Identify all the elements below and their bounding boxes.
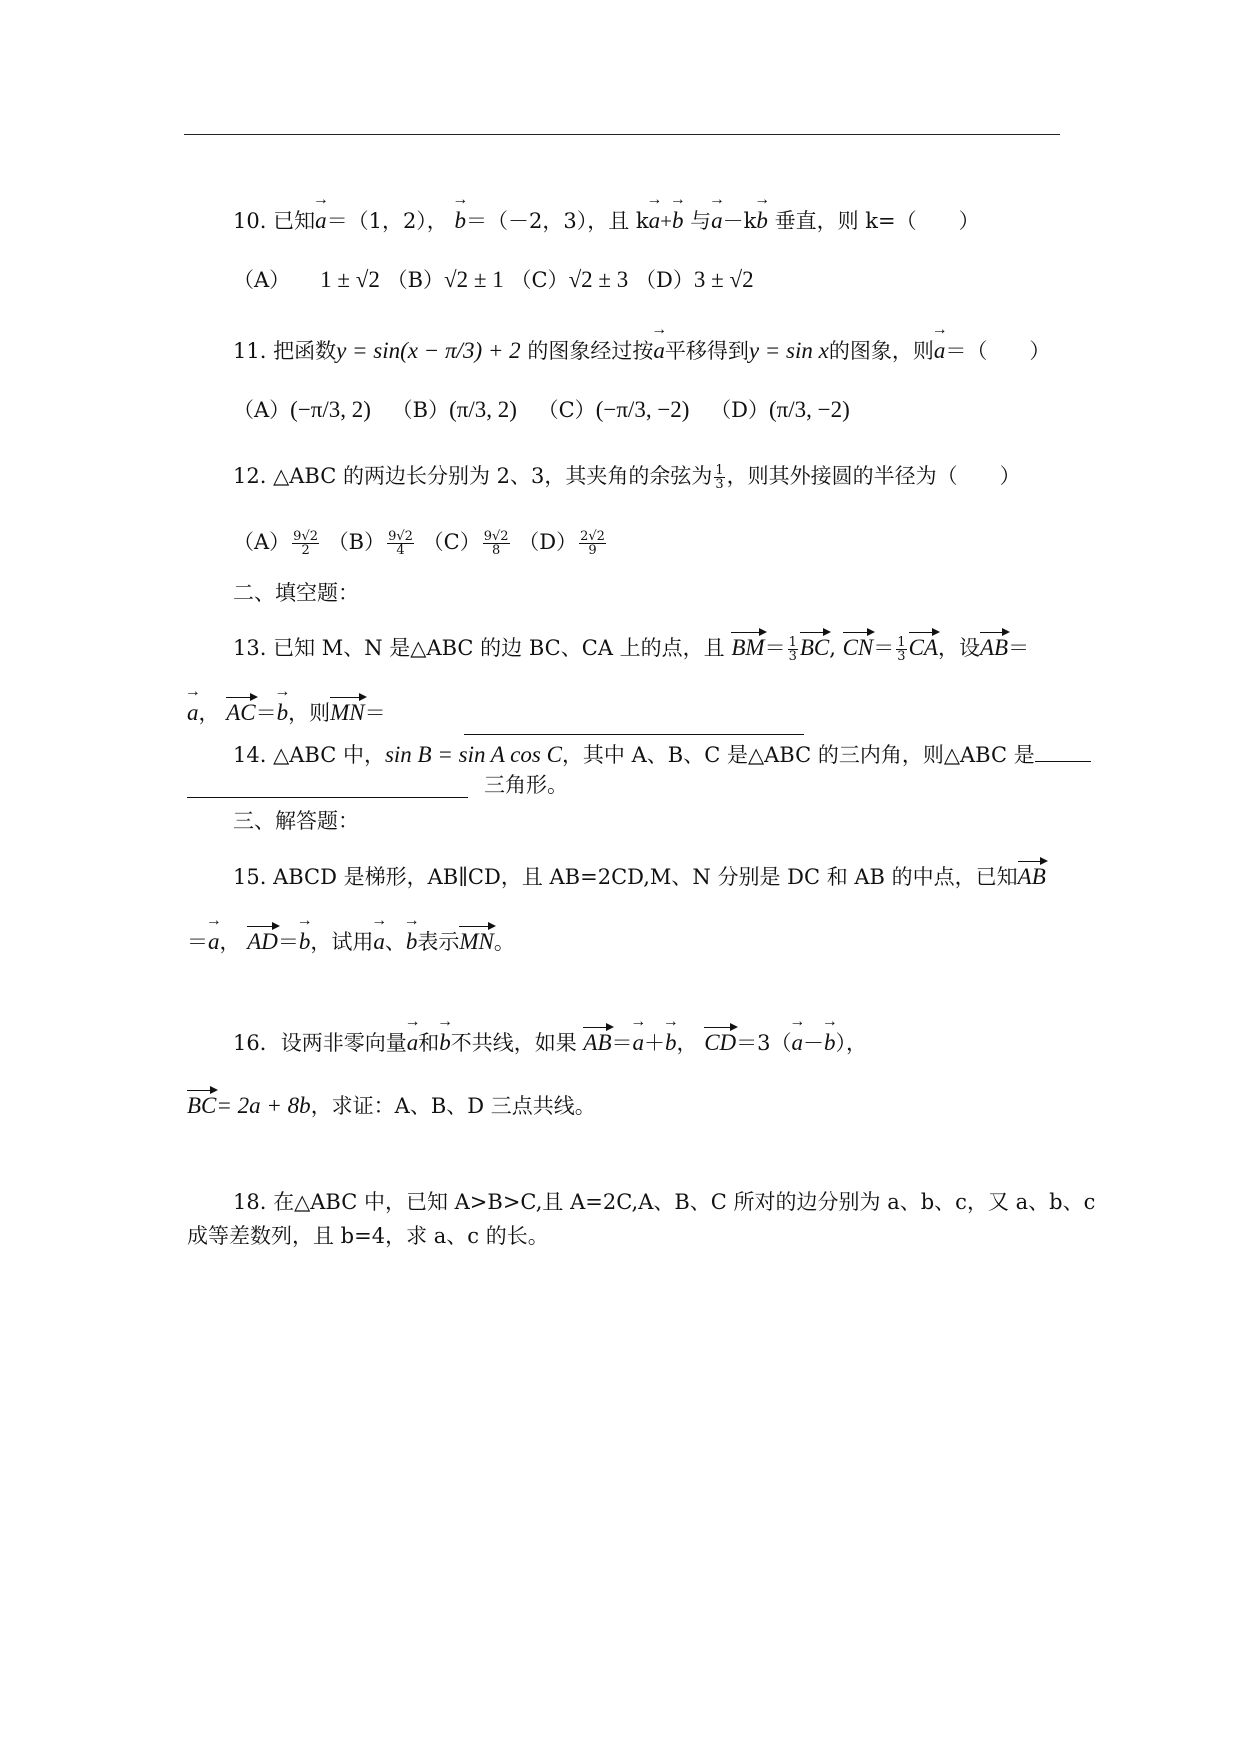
vector-b: → b xyxy=(672,207,684,235)
vector-a: → a xyxy=(934,337,946,365)
vector-b: → b xyxy=(824,1029,836,1057)
option-d-value: 3 ± √2 xyxy=(693,267,754,292)
vector-a: → a xyxy=(711,207,723,235)
option-c-value: √2 ± 3 xyxy=(568,267,629,292)
vector-ab: AB xyxy=(979,635,1009,660)
option-c-value: (−π/3, −2) xyxy=(595,397,690,422)
section-solve: 三、解答题： xyxy=(233,809,359,833)
vector-bc: BC xyxy=(187,1093,217,1118)
question-13-line2: → a， AC＝→ b，则MN＝ xyxy=(187,699,386,727)
question-13-stem: 13. 已知 M、N 是△ABC 的边 BC、CA 上的点，且 BM＝ $\frac{1}{3}$ BC, CN＝ $\frac{1}{3}$ CA，设AB＝ xyxy=(233,635,1030,664)
fraction-one-third: $\frac{1}{3}$ xyxy=(715,463,724,492)
vector-cd: CD xyxy=(704,1030,737,1055)
target-function: y = sin x xyxy=(748,338,829,363)
question-15-line2: ＝→ a， AD＝→ b，试用→ a、→ b表示MN。 xyxy=(187,928,515,956)
vector-a: → a xyxy=(649,207,661,235)
vector-a: → a xyxy=(633,1029,645,1057)
trig-equation: sin B = sin A cos C xyxy=(384,742,562,767)
vector-bc: BC xyxy=(799,635,830,660)
answer-blank-14-continued[interactable] xyxy=(187,797,468,798)
question-10-options: （A） 1 ± √2 （B）√2 ± 1 （C）√2 ± 3 （D）3 ± √2 xyxy=(233,267,754,292)
vector-a: → a xyxy=(407,1029,419,1057)
option-a-value: $\frac{9√2}{2}$ xyxy=(293,529,318,558)
vector-mn: MN xyxy=(459,929,494,954)
option-a-value: 1 ± √2 xyxy=(320,267,380,292)
vector-ab: AB xyxy=(1017,864,1046,889)
vector-ad: AD xyxy=(247,929,278,954)
question-11-stem: 11. 把函数y = sin(x − π/3) + 2 的图象经过按→ a平移得到y = sin x的图象，则→ a＝（ ） xyxy=(233,337,1050,365)
option-a-value: (−π/3, 2) xyxy=(290,397,371,422)
question-15-line1: 15. ABCD 是梯形，AB∥CD，且 AB=2CD,M、N 分别是 DC 和 AB 的中点，已知AB xyxy=(233,864,1046,889)
vector-a: → a xyxy=(187,699,199,727)
question-14-tail: 三角形。 xyxy=(484,773,568,797)
vector-a: → a xyxy=(373,928,385,956)
question-10-stem: 10. 已知→ a＝（1，2）， → b＝（－2，3），且 k→ a+→ b 与→ a－k→ b 垂直，则 k=（ ） xyxy=(233,207,980,235)
vector-b: → b xyxy=(277,699,289,727)
vector-ac: AC xyxy=(226,700,256,725)
vector-a: → a xyxy=(792,1029,804,1057)
option-d-value: (π/3, −2) xyxy=(768,397,850,422)
vector-bc-rhs: = 2a + 8b xyxy=(216,1093,311,1118)
vector-a: → a xyxy=(653,337,665,365)
vector-cn: CN xyxy=(842,635,874,660)
option-b-value: √2 ± 1 xyxy=(444,267,504,292)
vector-a: → a xyxy=(315,207,327,235)
question-18-line2: 成等差数列，且 b=4，求 a、c 的长。 xyxy=(187,1224,549,1248)
section-fill-in: 二、填空题： xyxy=(233,581,359,605)
vector-ca: CA xyxy=(908,635,938,660)
vector-mn: MN xyxy=(330,700,365,725)
question-11-options: （A）(−π/3, 2) （B）(π/3, 2) （C）(−π/3, −2) （D）(π/3, −2) xyxy=(233,397,850,422)
answer-blank-14[interactable] xyxy=(1035,761,1091,762)
option-c-value: $\frac{9√2}{8}$ xyxy=(483,529,509,558)
vector-b: → b xyxy=(406,928,418,956)
function-expression: y = sin(x − π/3) + 2 xyxy=(336,338,521,363)
vector-b: → b xyxy=(299,928,311,956)
vector-a: → a xyxy=(208,928,220,956)
question-16-line1: 16．设两非零向量→ a和→ b不共线，如果 AB＝→ a＋→ b， CD＝3（→ a－→ b）， xyxy=(233,1029,867,1057)
question-18-line1: 18. 在△ABC 中，已知 A>B>C,且 A=2C,A、B、C 所对的边分别为 a、b、c，又 a、b、c xyxy=(233,1190,1096,1214)
option-b-value: $\frac{9√2}{4}$ xyxy=(388,529,413,558)
header-rule xyxy=(184,134,1060,135)
vector-bm: BM xyxy=(731,635,765,660)
vector-b: → b xyxy=(665,1029,677,1057)
vector-b: → b xyxy=(439,1029,451,1057)
option-b-value: (π/3, 2) xyxy=(449,397,517,422)
question-14-stem: 14. △ABC 中，sin B = sin A cos C，其中 A、B、C 是△ABC 的三内角，则△ABC 是 xyxy=(233,741,1091,769)
answer-blank-13[interactable] xyxy=(464,734,804,735)
vector-b: → b xyxy=(455,207,467,235)
question-12-options: （A） $\frac{9√2}{2}$ （B） $\frac{9√2}{4}$ （C） $\frac{9√2}{8}$ （D） $\frac{2√2}{9}$ xyxy=(233,529,605,558)
question-12-stem: 12. △ABC 的两边长分别为 2、3，其夹角的余弦为 $\frac{1}{3}$ ，则其外接圆的半径为（ ） xyxy=(233,463,1021,492)
question-16-line2: BC= 2a + 8b，求证：A、B、D 三点共线。 xyxy=(187,1093,596,1118)
option-d-value: $\frac{2√2}{9}$ xyxy=(580,529,605,558)
vector-b: → b xyxy=(756,207,768,235)
vector-ab: AB xyxy=(583,1030,612,1055)
